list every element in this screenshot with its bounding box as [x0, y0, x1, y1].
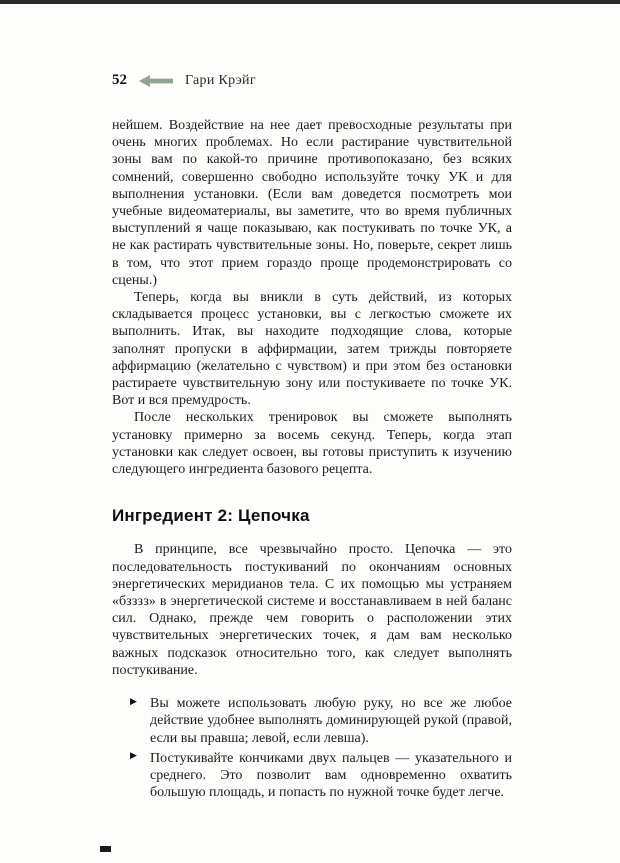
bullet-triangle-icon: ▶ [130, 751, 137, 762]
left-arrow-icon [139, 75, 173, 87]
list-item [130, 695, 512, 747]
paragraph-4: В принципе, все чрезвычайно просто. Цепочка — это последовательность постукиваний по окончаниям основных энергетических меридианов тела. С их помощью мы устраняем «бзззз» в энергетической системе и восстанавливаем в ней баланс сил. Однако, прежде чем говорить о расположении этих чувствительных энергетических точек, я дам вам несколько важных подсказок относительно того, как следует выполнять постукивание. [112, 542, 512, 678]
page-number: 52 [112, 72, 127, 88]
list-item-text: Постукивайте кончиками двух пальцев — указательного и среднего. Это позволит вам одновременно охватить большую площадь, и попасть по нужной точке будет легче. [150, 750, 512, 801]
list-item [130, 750, 512, 802]
bullet-list [112, 695, 512, 801]
paragraph-2: Теперь, когда вы вникли в суть действий, из которых складывается процесс установки, вы с легкостью сможете их выполнить. Итак, вы находите подходящие слова, которые заполнят пропуски в аффирмации, затем трижды повторяете аффирмацию (желательно с чувством) и при этом без остановки растираете чувствительную зону или постукиваете по точке УК. Вот и вся премудрость. [112, 290, 512, 409]
list-item-text: Вы можете использовать любую руку, но все же любое действие удобнее выполнять доминирующей рукой (правой, если вы правша; левой, если левша). [150, 696, 512, 746]
paragraph-1: нейшем. Воздействие на нее дает превосходные результаты при очень многих проблемах. Но если растирание чувствительной зоны вам по какой-то причине противопоказано, без всяких сомнений, совершенно свободно используйте точку УК и для выполнения установки. (Если вам доведется посмотреть мои учебные видеоматериалы, вы заметите, что во время публичных выступлений я чаще показываю, как постукивать по точке УК, а не как растирать чувствительные зоны. Но, поверьте, секрет лишь в том, что этот прием гораздо проще продемонстрировать со сцены.) [112, 118, 512, 288]
scan-edge-top [0, 0, 620, 4]
bullet-triangle-icon: ▶ [130, 696, 137, 707]
page-body [112, 117, 512, 804]
paragraph-3: После нескольких тренировок вы сможете выполнять установку примерно за восемь секунд. Теперь, когда этап установки как следует освоен, вы готовы приступить к изучению следующего ингредиента базового рецепта. [112, 410, 512, 478]
running-head [112, 72, 512, 89]
print-artifact-mark [100, 846, 111, 852]
section-heading: Ингредиент 2: Цепочка [112, 506, 310, 526]
running-head-author: Гари Крэйг [185, 72, 256, 88]
